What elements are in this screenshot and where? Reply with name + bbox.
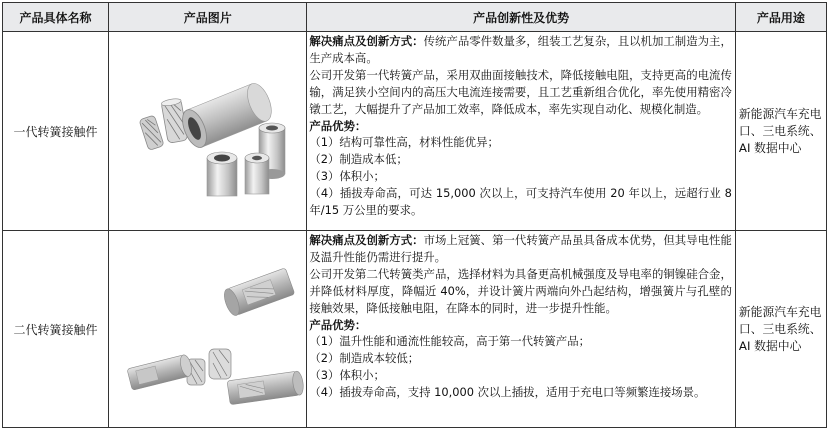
company-paragraph: 公司开发第一代转簧产品，采用双曲面接触技术，降低接触电阻，支持更高的电流传输，满足狭小空间内的高压大电流连接需要，且工艺重新组合优化，率先使用精密冷镦工艺，大幅提升了产品加工效率，降低成本，率先实现自动化、规模化制造。: [309, 67, 732, 116]
gen2-contacts-illustration: [109, 231, 307, 427]
usage-cell: 新能源汽车充电口、三电系统、AI 数据中心: [735, 32, 826, 231]
advantage-item: （1）结构可靠性高，材料性能优异；: [309, 135, 499, 150]
advantage-item: （3）体积小；: [309, 169, 385, 184]
innovation-cell: [307, 231, 736, 428]
advantage-item: （2）制造成本较低；: [309, 351, 420, 366]
usage-cell: 新能源汽车充电口、三电系统、AI 数据中心: [735, 231, 826, 428]
innovation-cell: [307, 32, 736, 231]
advantage-item: （1）温升性能和通流性能较高，高于第一代转簧产品；: [309, 334, 590, 349]
table-row: [3, 32, 827, 231]
pain-paragraph: [309, 232, 732, 266]
pain-paragraph: [309, 33, 732, 67]
product-name: 二代转簧接触件: [3, 231, 109, 428]
product-image-cell: [109, 32, 307, 231]
pain-label: 解决痛点及创新方式：: [309, 34, 424, 48]
advantages-label: 产品优势：: [309, 317, 367, 332]
header-row: [3, 3, 827, 32]
product-table: [2, 2, 827, 428]
product-image-gen2: [109, 231, 307, 427]
header-name: 产品具体名称: [3, 3, 109, 32]
pain-text: 传统产品零件数量多，组装工艺复杂，且以机加工制造为主，生产成本高。: [309, 34, 732, 65]
pain-text: 市场上冠簧、第一代转簧产品虽具备成本优势，但其导电性能及温升性能仍需进行提升。: [309, 233, 732, 264]
gen1-contacts-illustration: [109, 32, 307, 230]
header-usage: 产品用途: [735, 3, 826, 32]
header-innovation: 产品创新性及优势: [307, 3, 736, 32]
pain-label: 解决痛点及创新方式：: [309, 233, 424, 247]
product-name: 一代转簧接触件: [3, 32, 109, 231]
header-image: 产品图片: [109, 3, 307, 32]
product-image-gen1: [109, 32, 307, 230]
company-paragraph: 公司开发第二代转簧类产品，选择材料为具备更高机械强度及导电率的铜镍硅合金，并降低材料厚度，降幅近 40%，并设计簧片两端向外凸起结构，增强簧片与孔壁的接触效果，降低接触电阻，在降本的同时，进一步提升性能。: [309, 266, 732, 315]
advantage-item: （3）体积小；: [309, 368, 385, 383]
advantage-item: （4）插拔寿命高，支持 10,000 次以上插拔，适用于充电口等频繁连接场景。: [309, 385, 706, 400]
advantages-label: 产品优势：: [309, 118, 367, 133]
table-row: [3, 231, 827, 428]
product-image-cell: [109, 231, 307, 428]
advantage-item: （2）制造成本低；: [309, 152, 408, 167]
advantage-item: （4）插拔寿命高，可达 15,000 次以上，可支持汽车使用 20 年以上，远超行业 8 年/15 万公里的要求。: [309, 186, 732, 218]
